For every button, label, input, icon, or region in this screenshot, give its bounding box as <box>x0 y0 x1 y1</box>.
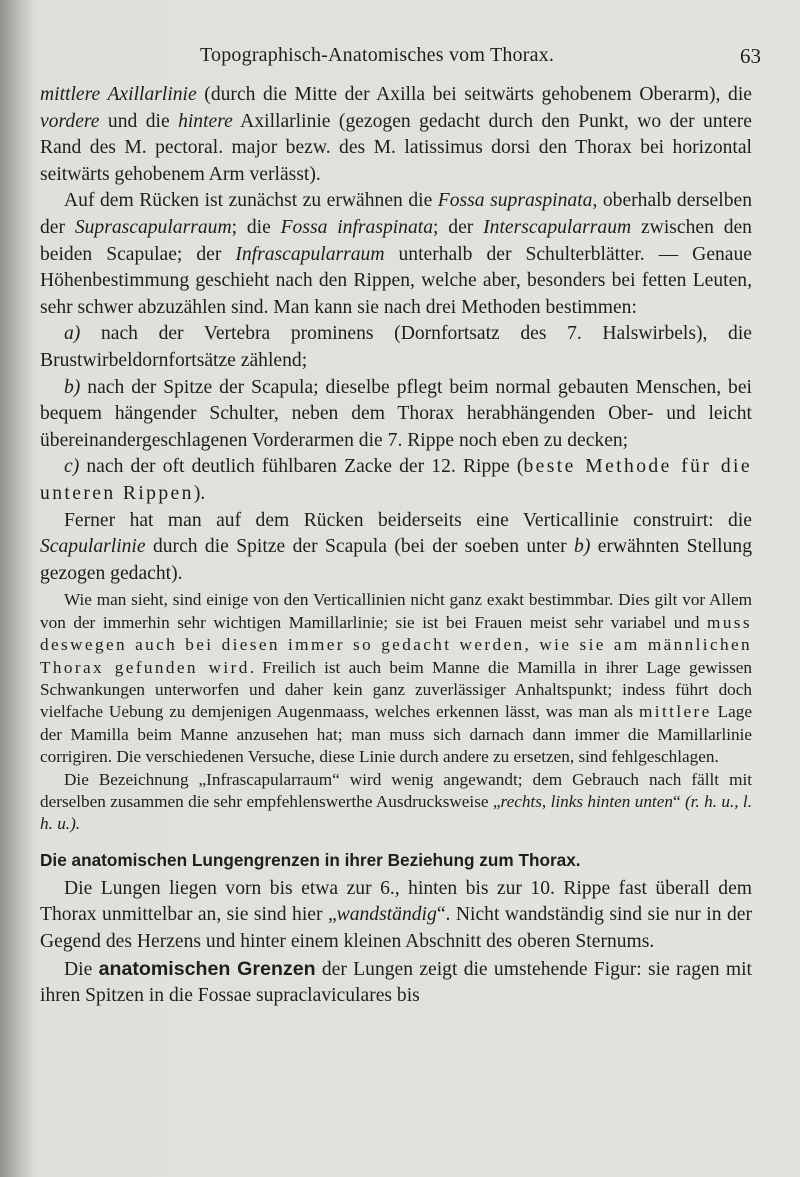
section-heading: Die anatomischen Lungengrenzen in ihrer Beziehung zum Thorax. <box>40 849 581 870</box>
paragraph-axillarlinie <box>40 82 752 188</box>
text-run: ; der <box>433 216 484 238</box>
text-run: “. Nicht wandständig sind sie nur in der Gegend des Herzens und hinter einem kleinen Abschnitt des oberen Sternums. <box>40 904 752 952</box>
list-label: a) <box>64 323 81 345</box>
term-fossa-supraspinata: Fossa supraspinata <box>437 190 593 212</box>
term-fossa-infraspinata: Fossa infraspinata <box>280 216 434 238</box>
text-run: nach der oft deutlich fühlbaren Zacke der 12. Rippe ( <box>79 456 524 478</box>
term-wandstaendig: wandständig <box>336 904 437 926</box>
term-mittlere-axillarlinie: mittlere Axillarlinie <box>40 84 197 105</box>
text-run: Auf dem Rücken ist zunächst zu erwähnen die <box>64 190 438 212</box>
text-run: durch die Spitze der Scapula (bei der soeben unter <box>145 536 575 558</box>
term-scapularlinie: Scapularlinie <box>40 536 146 558</box>
term-b-ref: b) <box>574 536 591 558</box>
term-suprascapularraum: Suprascapularraum <box>74 216 232 238</box>
text-run: Axillarlinie (gezogen gedacht durch den Punkt, wo der untere Rand des M. pectoral. major bezw. des M. latissimus dorsi den Thorax bei horizontal seitwärts gehobenem Arm verlässt). <box>40 110 752 185</box>
emphasis-bold: anatomischen Grenzen <box>98 957 316 980</box>
text-run: unterhalb der Schulterblätter. — Genaue Höhenbestimmung geschieht nach den Rippen, welche aber, besonders bei fetten Leuten, sehr schwer abzuzählen sind. Man kann sie nach drei Methoden bestimmen: <box>40 243 753 318</box>
text-run: Wie man sieht, sind einige von den Verticallinien nicht ganz exakt bestimmbar. Dies gilt vor Allem von der immerhin sehr wichtigen Mamillarlinie; sie ist bei Frauen meist sehr variabel und <box>40 590 752 632</box>
list-label: c) <box>64 456 80 478</box>
list-label: b) <box>64 376 81 398</box>
text-run: Ferner hat man auf dem Rücken beiderseits eine Verticallinie construirt: die <box>64 509 752 531</box>
text-run: , <box>541 791 551 811</box>
text-run: ; die <box>231 216 281 238</box>
text-run: Die Lungen liegen vorn bis etwa zur 6., hinten bis zur 10. Rippe fast überall dem Thorax unmittelbar an, sie sind hier „ <box>40 877 752 926</box>
gutter-shadow <box>0 0 34 1177</box>
text-run: erwähnten Stellung gezogen gedacht). <box>40 536 753 584</box>
paragraph-bezeichnung <box>40 769 752 836</box>
term-abbreviation: (r. h. u., l. h. u.). <box>40 791 753 834</box>
term-rechts: rechts <box>500 791 542 811</box>
term-hintere: hintere <box>178 110 233 132</box>
page-header <box>0 40 800 70</box>
paragraph-mamillarlinie <box>40 589 752 768</box>
paragraph-lungen <box>40 876 752 956</box>
list-item-b <box>40 375 752 455</box>
text-run: Die <box>64 958 99 980</box>
text-run: der Lungen zeigt die umstehende Figur: sie ragen mit ihren Spitzen in die Fossae supraclaviculares bis <box>40 958 752 1007</box>
list-item-c <box>40 454 752 507</box>
emphasis-spaced: muss deswegen auch bei diesen immer so gedacht werden, wie sie am männlichen Thorax gefunden wird <box>40 612 752 677</box>
page-number: 63 <box>740 44 761 68</box>
text-run: nach der Spitze der Scapula; dieselbe pflegt beim normal gebauten Menschen, bei bequem hängender Schulter, neben dem Thorax herabhängenden Ober- und leicht übereinandergeschlagenen Vorderarmen die 7. Rippe noch eben zu decken; <box>40 376 752 451</box>
text-run: und die <box>99 110 179 132</box>
emphasis-spaced: beste Methode für die unteren Rippen <box>40 456 752 504</box>
text-run: ). <box>193 482 206 504</box>
paragraph-scapularlinie <box>40 508 752 588</box>
text-run: Die Bezeichnung „Infrascapularraum“ wird wenig angewandt; dem Gebrauch nach fällt mit derselben zusammen die sehr empfehlenswerthe Ausdrucksweise „ <box>40 769 752 811</box>
text-run: Lage der Mamilla beim Manne anzusehen hat; man muss sich darnach dann immer die Mamillarlinie corrigiren. Die verschiedenen Versuche, diese Linie durch andere zu ersetzen, sind fehlgeschlagen. <box>40 702 752 767</box>
text-run: (durch die Mitte der Axilla bei seitwärts gehobenem Oberarm), die <box>196 84 752 105</box>
term-vordere: vordere <box>40 110 100 132</box>
text-run: . Freilich ist auch beim Manne die Mamilla in ihrer Lage gewissen Schwankungen unterworfen und daher kein ganz zuverlässiger Anhaltspunkt; indess führt doch vielfache Uebung zu demjenigen Augenmaass, welches erkennen lässt, was man als <box>40 657 752 722</box>
term-links-hinten-unten: links hinten unten <box>550 791 673 811</box>
paragraph-ruecken <box>40 188 752 321</box>
list-item-a <box>40 321 752 374</box>
text-run: zwischen den beiden Scapulae; der <box>40 216 752 265</box>
text-run: , oberhalb derselben der <box>40 190 752 238</box>
text-run: nach der Vertebra prominens (Dornfortsatz des 7. Halswirbels), die Brustwirbeldornfortsätze zählend; <box>40 323 752 371</box>
page-content <box>40 82 752 1010</box>
term-infrascapularraum: Infrascapularraum <box>235 243 385 265</box>
running-head: Topographisch-Anatomisches vom Thorax. <box>200 44 555 66</box>
term-interscapularraum: Interscapularraum <box>483 216 632 238</box>
emphasis-spaced: mittlere <box>639 702 712 722</box>
text-run: “ <box>672 791 685 811</box>
paragraph-grenzen <box>40 956 752 1010</box>
